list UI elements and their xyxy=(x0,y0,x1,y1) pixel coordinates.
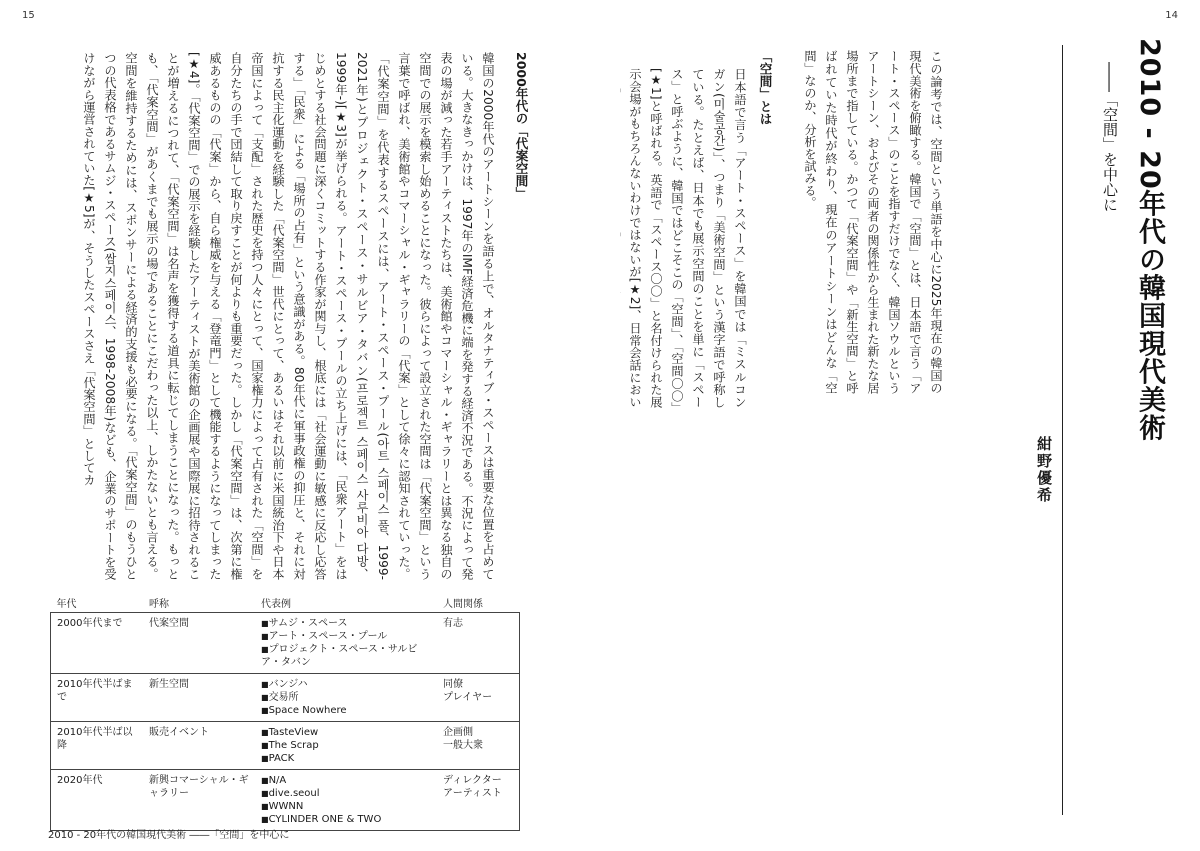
relation-item: ディレクター xyxy=(443,775,502,786)
example-item: ■ プロジェクト・スペース・サルビア・タバン xyxy=(261,643,431,669)
table-cell-era: 2000年代まで xyxy=(51,613,144,674)
page-number-right: 14 xyxy=(1165,10,1178,21)
article-title: 2010 - 20年代の韓国現代美術 xyxy=(1134,38,1165,442)
section1-text: 日本語で言う「アート・スペース」を韓国では「ミスルコンガン(미술공간)」、つまり「美術空間」という漢字語で呼称している。たとえば、日本でも展示空間のことを単に「スペース」と呼ぶように、韓国ではどこそこの「空間」、「空間〇〇」[★1]と呼ばれる。英語で「スペース〇〇」と名付けられた展示会場がもちろんないわけではないが[★2]、日常会話におい xyxy=(628,68,747,408)
table-header-name: 呼称 xyxy=(149,599,169,610)
table-row xyxy=(51,613,520,674)
section-heading-space: 「空間」とは xyxy=(758,50,773,125)
table-cell-relation xyxy=(437,770,520,831)
relation-item: 同僚 xyxy=(443,679,463,690)
example-item: ■ Space Nowhere xyxy=(261,704,431,717)
example-item: ■ 交易所 xyxy=(261,691,431,704)
table-cell-name: 販売イベント xyxy=(143,722,255,770)
relation-item: プレイヤー xyxy=(443,692,493,703)
table-cell-relation xyxy=(437,722,520,770)
table-cell-era: 2020年代 xyxy=(51,770,144,831)
table-header-row xyxy=(51,593,520,613)
table-row xyxy=(51,722,520,770)
table-cell-relation xyxy=(437,674,520,722)
table-cell-name: 代案空間 xyxy=(143,613,255,674)
article-subtitle: ――「空間」を中心に xyxy=(1101,62,1119,212)
example-item: ■ TasteView xyxy=(261,726,431,739)
table-row xyxy=(51,770,520,831)
table-cell-relation xyxy=(437,613,520,674)
author-name: 紺野優希 xyxy=(1035,436,1053,504)
table-cell-name: 新生空間 xyxy=(143,674,255,722)
table-cell-era: 2010年代半ば以降 xyxy=(51,722,144,770)
table-header-examples: 代表例 xyxy=(261,599,291,610)
example-item: ■ The Scrap xyxy=(261,739,431,752)
section2-text: 韓国の2000年代のアートシーンを語る上で、オルタナティブ・スペースは重要な位置を占めている。大きなきっかけは、1997年のIMF経済危機に端を発する経済不況である。不況によって発表の場が減った若手アーティストたちは、美術館やコマーシャル・ギャラリーとは異なる独自の空間での展示を模索し始めることになった。彼らによって設立された空間は「代案空間」という言葉で呼ばれ、美術館やコマーシャル・ギャラリーの「代案」として徐々に認知されていった。「代案空間」を代表するスペースには、アート・スペース・プール(아트 스페이스 풀、1999-2021年)とプロジェクト・スペース・サルビア・タバン(프로젝트 스페이스 사루비아 다방、1999年-)[★3]が挙げられる。アート・スペース・プールの立ち上げには、「民衆アート」をはじめとする社会問題に深くコミットする作家が関与し、根底には「社会運動に敏感に反応し応答する」「民衆」による「場所の占有」という意識がある。80年代に軍事政権の抑圧と、それに対抗する民主化運動を経験した「代案空間」世代にとって、あるいはそれ以前に米国統治下や日本帝国によって「支配」された歴史を持つ人々にとって、国家権力によって占有された「空間」を自分たちの手で団結して取り戻すことが何よりも重要だった。しかし「代案空間」は、次第に権威あるものの「代案」から、自ら権威を与える「登竜門」として機能するようになってしまった[★4]。「代案空間」での展示を経験したアーティストが美術館の企画展や国際展に招待されることが増えるにつれて、「代案空間」は名声を獲得する道具に転じてしまうことになった。もっとも、「代案空間」があくまでも展示の場であることにこだわった以上、しかたないとも言える。空間を維持するためには、スポンサーによる経済的支援も必要になる。「代案空間」のもうひとつの代表格であるサムジ・スペース(쌈지스페이스、1998-2008年)なども、企業のサポートを受けながら運営されていた[★5]が、そうしたスペースさえ「代案空間」としてカ xyxy=(82,52,495,580)
relation-item: 一般大衆 xyxy=(443,740,483,751)
table-cell-name: 新興コマーシャル・ギャラリー xyxy=(143,770,255,831)
running-footer: 2010 - 20年代の韓国現代美術 ――「空間」を中心に xyxy=(48,830,290,841)
section-heading-2000s: 2000年代の「代案空間」 xyxy=(514,52,529,200)
relation-item: 有志 xyxy=(443,618,463,629)
example-item: ■ WWNN xyxy=(261,800,431,813)
table-cell-examples xyxy=(255,770,437,831)
relation-item: 企画側 xyxy=(443,727,473,738)
table-cell-examples xyxy=(255,722,437,770)
table-header-relation: 人間関係 xyxy=(443,599,483,610)
space-summary-table xyxy=(50,593,520,831)
title-rule xyxy=(1062,45,1063,815)
table-row xyxy=(51,674,520,722)
intro-text: この論考では、空間という単語を中心に2025年現在の韓国の現代美術を俯瞰する。韓国で「空間」とは、日本語で言う「アート・スペース」のことを指すだけでなく、韓国ソウルというアートシーン、およびその両者の関係性から生まれた新たな居場所まで指している。かつて「代案空間」や「新生空間」と呼ばれていた時代が終わり、現在のアートシーンはどんな「空間」なのか、分析を試みる。 xyxy=(803,50,943,394)
table-cell-examples xyxy=(255,613,437,674)
example-item: ■ CYLINDER ONE & TWO xyxy=(261,813,431,826)
example-item: ■ N/A xyxy=(261,774,431,787)
example-item: ■ PACK xyxy=(261,752,431,765)
example-item: ■ バンジハ xyxy=(261,678,431,691)
table-cell-era: 2010年代半ばまで xyxy=(51,674,144,722)
table-header-era: 年代 xyxy=(56,599,77,610)
example-item: ■ アート・スペース・プール xyxy=(261,630,431,643)
page-number-left: 15 xyxy=(22,10,35,21)
example-item: ■ dive.seoul xyxy=(261,787,431,800)
relation-item: アーティスト xyxy=(443,788,502,799)
example-item: ■ サムジ・スペース xyxy=(261,617,431,630)
table-cell-examples xyxy=(255,674,437,722)
